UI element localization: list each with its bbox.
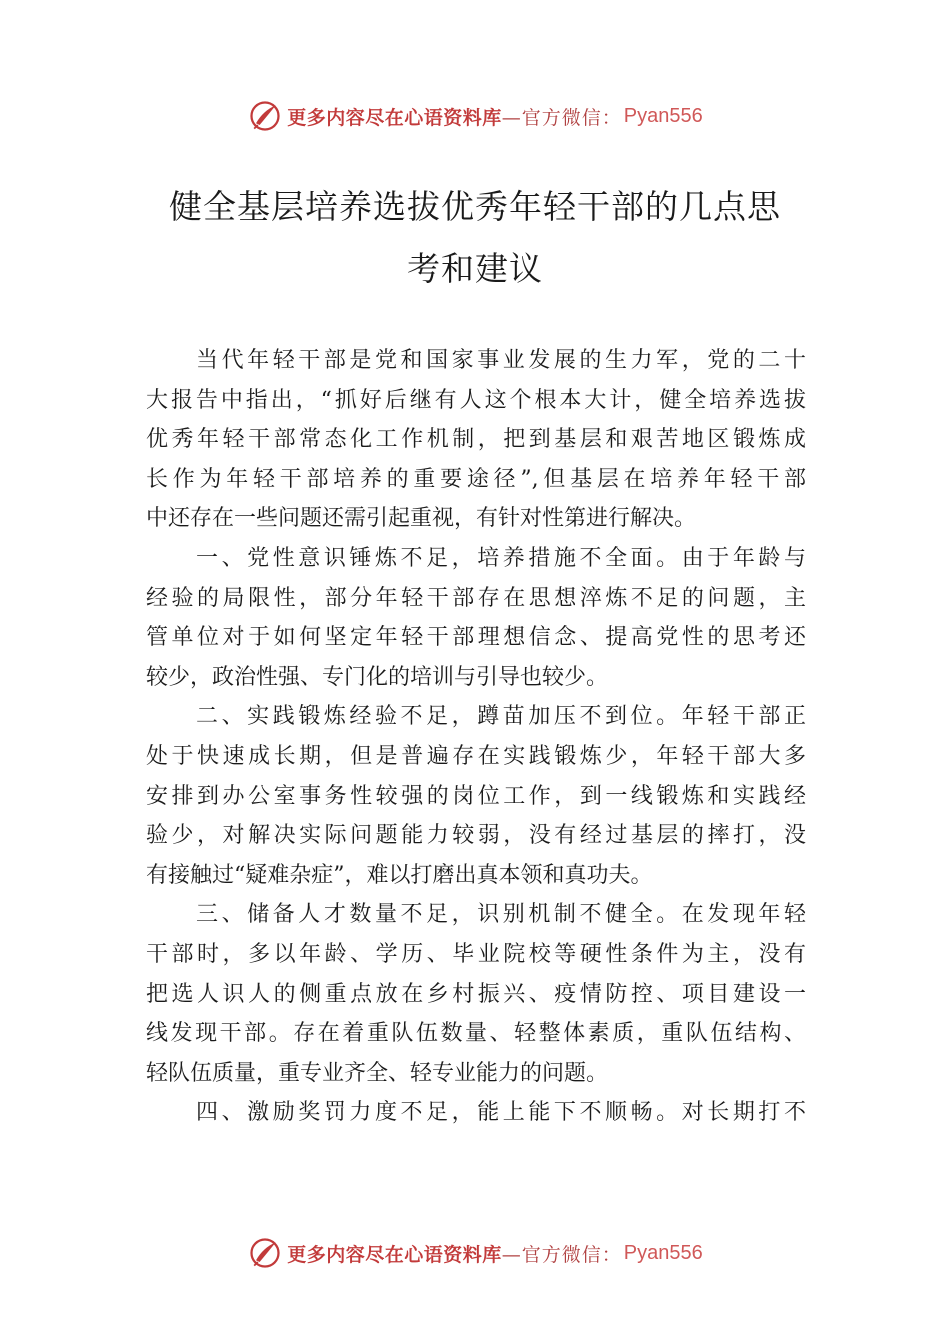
body-line: 有接触过“疑难杂症”，难以打磨出真本领和真功夫。 [146,862,653,888]
body-line: 较少，政治性强、专门化的培训与引导也较少。 [146,664,609,690]
header-banner [0,96,950,136]
body-line: 四、激励奖罚力度不足，能上能下不顺畅。对长期打不 [196,1100,806,1126]
book-quill-logo-icon [247,1235,283,1271]
book-quill-logo-icon [247,98,283,134]
banner-brand-text: 更多内容尽在心语资料库 [287,106,502,129]
body-line: 大报告中指出，“抓好后继有人这个根本大计，健全培养选拔 [146,387,806,413]
banner-brand-text: 更多内容尽在心语资料库 [287,1243,502,1266]
body-line: 轻队伍质量，重专业齐全、轻专业能力的问题。 [146,1060,609,1086]
footer-banner [0,1233,950,1273]
banner-wechat-id: Pyan556 [623,104,703,127]
body-line: 当代年轻干部是党和国家事业发展的生力军，党的二十 [196,348,806,373]
document-title [140,176,810,300]
body-line: 线发现干部。存在着重队伍数量、轻整体素质，重队伍结构、 [146,1021,806,1047]
title-line: 健全基层培养选拔优秀年轻干部的几点思 [169,187,781,226]
body-line: 中还存在一些问题还需引起重视，有针对性第进行解决。 [146,506,697,532]
body-line: 二、实践锻炼经验不足，蹲苗加压不到位。年轻干部正 [196,704,806,730]
document-body [146,341,806,1133]
banner-official-text: —官方微信： [501,1243,622,1266]
title-line: 考和建议 [407,249,543,288]
body-line: 干部时，多以年龄、学历、毕业院校等硬性条件为主，没有 [146,941,806,967]
body-line: 一、党性意识锤炼不足，培养措施不全面。由于年龄与 [196,545,806,571]
body-line: 优秀年轻干部常态化工作机制，把到基层和艰苦地区锻炼成 [146,427,806,453]
body-line: 安排到办公室事务性较强的岗位工作，到一线锻炼和实践经 [146,783,806,809]
body-line: 处于快速成长期，但是普遍存在实践锻炼少，年轻干部大多 [146,743,806,769]
banner-wechat-id: Pyan556 [623,1241,703,1264]
body-line: 三、储备人才数量不足，识别机制不健全。在发现年轻 [196,902,806,928]
body-line: 长作为年轻干部培养的重要途径”,但基层在培养年轻干部 [146,466,806,492]
banner-official-text: —官方微信： [501,106,622,129]
body-line: 把选人识人的侧重点放在乡村振兴、疫情防控、项目建设一 [146,981,806,1007]
body-line: 管单位对于如何坚定年轻干部理想信念、提高党性的思考还 [146,625,806,651]
body-line: 经验的局限性，部分年轻干部存在思想淬炼不足的问题，主 [146,585,806,611]
body-line: 验少，对解决实际问题能力较弱，没有经过基层的摔打，没 [146,823,806,849]
